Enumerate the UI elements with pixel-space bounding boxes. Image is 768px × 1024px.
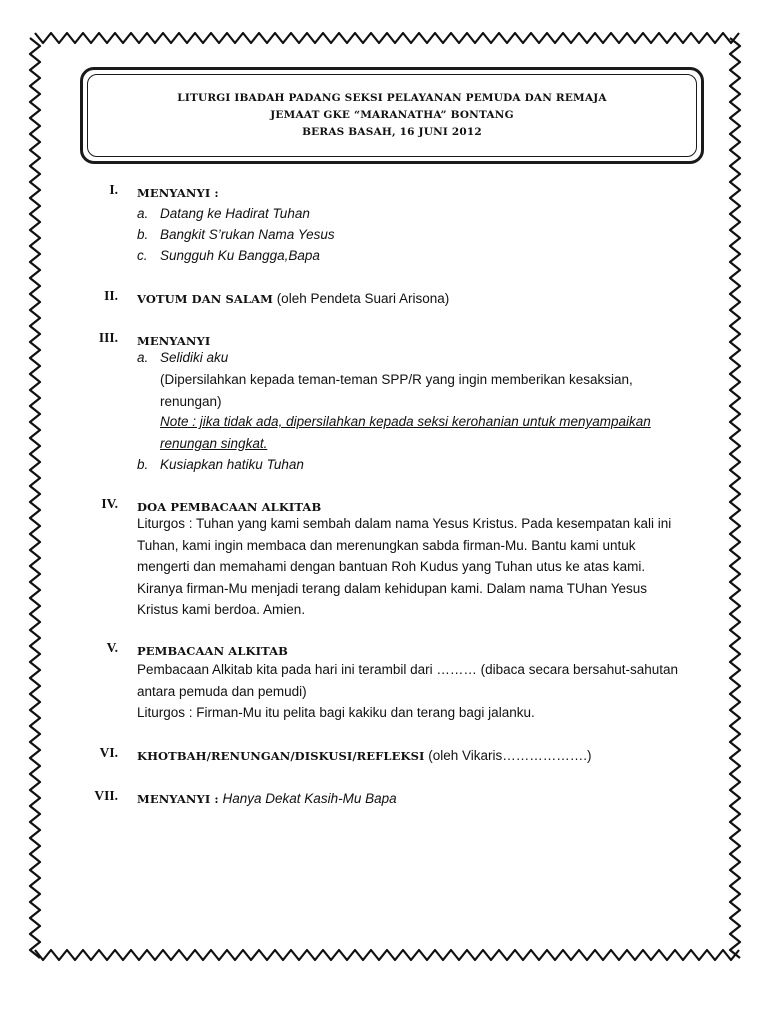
- item-letter: c.: [137, 248, 148, 263]
- section-6-number: VI.: [99, 745, 118, 760]
- border-zigzag-left: [30, 38, 40, 958]
- section-4-number: IV.: [101, 496, 118, 511]
- title-box: [80, 67, 704, 164]
- section-3-item-b: [137, 454, 304, 476]
- title-line-2: JEMAAT GKE “MARANATHA” BONTANG: [270, 109, 514, 121]
- song-title: Sungguh Ku Bangga,Bapa: [160, 248, 320, 263]
- item-letter: b.: [137, 457, 149, 472]
- section-5-liturgos: Liturgos : Firman-Mu itu pelita bagi kakiku dan terang bagi jalanku.: [137, 705, 535, 720]
- title-block: [83, 90, 701, 141]
- section-7-title: MENYANYI :: [137, 792, 219, 806]
- section-5-reading: Pembacaan Alkitab kita pada hari ini terambil dari ……… (dibaca secara bersahut-sahutan antara pemuda dan pemudi): [137, 662, 679, 699]
- border-zigzag-right: [730, 38, 740, 958]
- section-6-title: KHOTBAH/RENUNGAN/DISKUSI/REFLEKSI: [137, 749, 425, 763]
- section-7-song: Hanya Dekat Kasih-Mu Bapa: [218, 791, 397, 806]
- title-line-1: LITURGI IBADAH PADANG SEKSI PELAYANAN PEMUDA DAN REMAJA: [177, 92, 607, 104]
- section-1-item-a: [137, 203, 310, 225]
- section-1-item-b: [137, 224, 335, 246]
- section-2-heading: [137, 288, 449, 311]
- song-title: Kusiapkan hatiku Tuhan: [160, 457, 304, 472]
- section-3-invitation: (Dipersilahkan kepada teman-teman SPP/R yang ingin memberikan kesaksian, renungan): [160, 372, 633, 409]
- section-6-detail: (oleh Vikaris……………….): [424, 748, 592, 763]
- title-line-3: BERAS BASAH, 16 JUNI 2012: [302, 126, 482, 138]
- section-7-heading: [137, 788, 397, 811]
- section-1-item-c: [137, 245, 320, 267]
- section-3-note: Note : jika tidak ada, dipersilahkan kepada seksi kerohanian untuk menyampaikan renungan singkat.: [160, 414, 651, 451]
- section-6-heading: [137, 745, 591, 768]
- border-zigzag-top: [35, 33, 739, 43]
- section-2-title: VOTUM DAN SALAM: [137, 292, 273, 306]
- item-letter: a.: [137, 206, 149, 221]
- section-3-number: III.: [98, 330, 118, 345]
- item-letter: a.: [137, 350, 149, 365]
- song-title: Bangkit S’rukan Nama Yesus: [160, 227, 335, 242]
- section-5-number: V.: [106, 640, 118, 655]
- section-4-title: DOA PEMBACAAN ALKITAB: [137, 500, 322, 514]
- section-3-title: MENYANYI: [137, 334, 211, 348]
- section-1-title: MENYANYI :: [137, 186, 219, 200]
- border-zigzag-bottom: [35, 950, 739, 960]
- section-2-number: II.: [104, 288, 118, 303]
- song-title: Datang ke Hadirat Tuhan: [160, 206, 310, 221]
- song-title: Selidiki aku: [160, 350, 229, 365]
- section-3-item-a: [137, 347, 228, 369]
- section-1-heading: [137, 182, 219, 205]
- section-7-number: VII.: [94, 788, 118, 803]
- section-5-title: PEMBACAAN ALKITAB: [137, 644, 288, 658]
- section-4-prayer: Liturgos : Tuhan yang kami sembah dalam nama Yesus Kristus. Pada kesempatan kali ini Tuhan, kami ingin membaca dan merenungkan sabda firman-Mu. Bantu kami untuk mengerti dan memahami dengan bantuan Roh Kudus yang Tuhan utus ke atas kami. Kiranya firman-Mu menjadi terang dalam kehidupan kami. Dalam nama TUhan Yesus Kristus kami berdoa. Amien.: [137, 516, 672, 617]
- section-1-number: I.: [109, 182, 118, 197]
- item-letter: b.: [137, 227, 149, 242]
- section-2-detail: (oleh Pendeta Suari Arisona): [272, 291, 450, 306]
